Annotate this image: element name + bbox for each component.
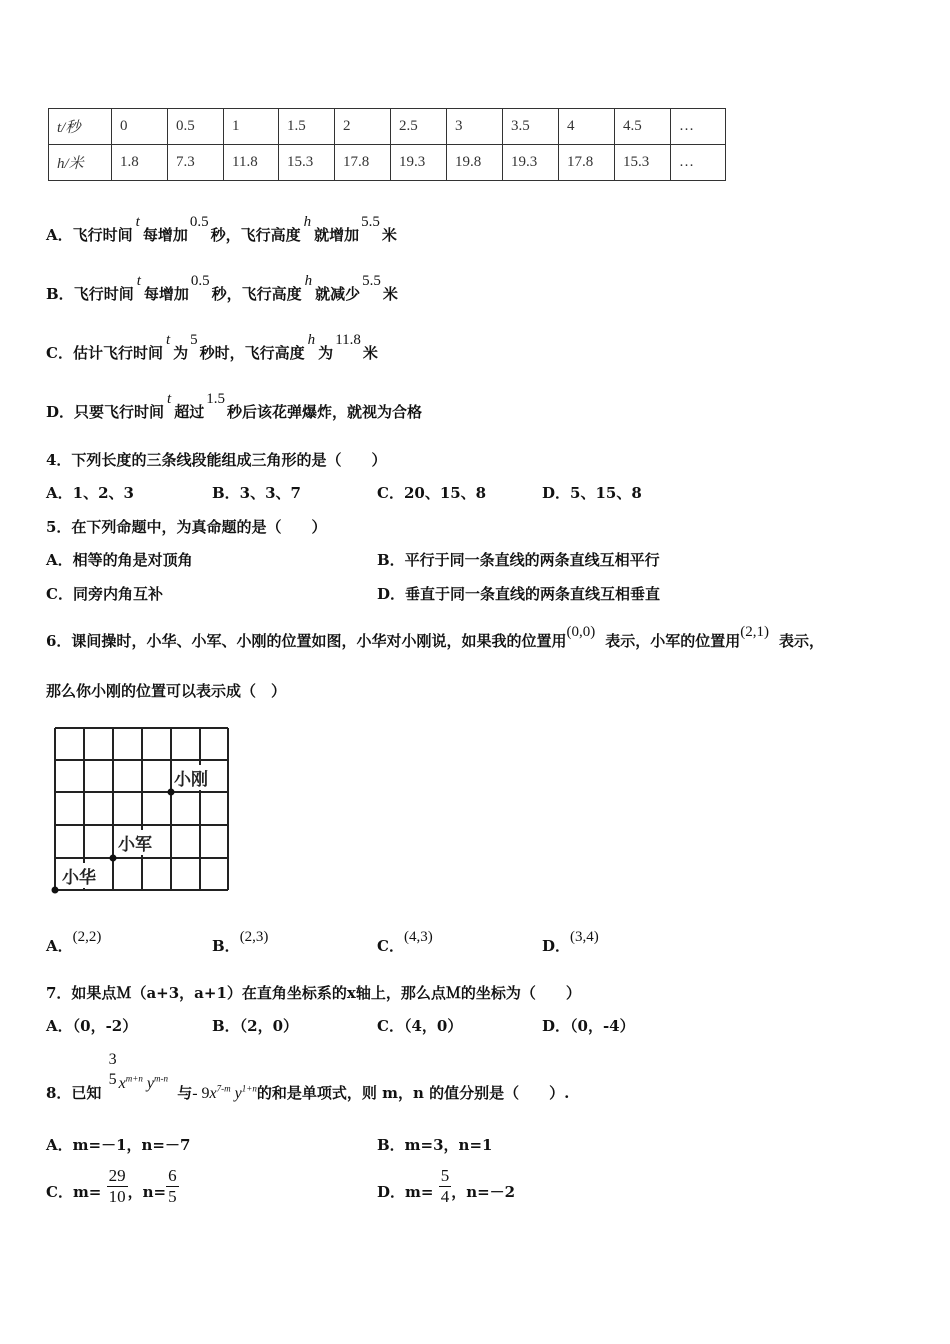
table-header-t: t/秒 [57, 120, 81, 136]
fraction-m: $\frac{29}{10}$ [108, 1166, 126, 1206]
point-xiaohua [52, 887, 59, 894]
q4-option-c: C．20、15、8 [377, 484, 487, 502]
q4-stem: 4．下列长度的三条线段能组成三角形的是（ ） [46, 451, 387, 469]
var-t: t [167, 391, 172, 407]
q6-option-b: B．(2,3) [212, 929, 269, 955]
q3-option-b: B．飞行时间t每增加0.5秒，飞行高度h就减少5.5米 [46, 273, 398, 303]
q7-stem: 7．如果点Ｍ（a+3，a+1）在直角坐标系的x轴上，那么点Ｍ的坐标为（ ） [46, 984, 581, 1002]
fraction-m: $\frac{5}{4}$ [440, 1166, 450, 1206]
q7-option-a: A．（0，-2） [46, 1017, 138, 1035]
table-cell: 11.8 [224, 145, 279, 181]
fraction-n: $\frac{6}{5}$ [168, 1166, 177, 1206]
q6-option-d: D．(3,4) [542, 929, 599, 955]
q7-option-b: B．（2，0） [212, 1017, 299, 1035]
table-cell: 3.5 [503, 109, 559, 145]
q8-option-c: C．m= $\frac{29}{10}$ ，n= $\frac{6}{5}$ [46, 1166, 177, 1206]
table-cell: 19.8 [447, 145, 503, 181]
table-cell: 19.3 [391, 145, 447, 181]
table-cell: 0 [112, 109, 168, 145]
q5-option-c: C．同旁内角互补 [46, 585, 163, 603]
table-header-h: h/米 [57, 156, 84, 172]
q8-option-b: B．m=3，n=1 [377, 1136, 493, 1154]
q5-option-b: B．平行于同一条直线的两条直线互相平行 [377, 551, 660, 569]
var-t: t [136, 273, 141, 289]
q3-option-d: D．只要飞行时间t超过1.5秒后该花弹爆炸，就视为合格 [46, 391, 422, 421]
table-cell: 7.3 [168, 145, 224, 181]
table-cell: 3 [447, 109, 503, 145]
table-cell: 4.5 [615, 109, 671, 145]
q8-stem: 8．已知 3 5 $x^{m+n}$ $y^{m-n}$ 与- $9x^{7-m}$ $y^{1+n}$的和是单项式，则 m，n 的值分别是（ ）. [46, 1051, 570, 1102]
coord-xiaojun: (2,1) [740, 624, 769, 640]
table-cell: 17.8 [335, 145, 391, 181]
table-cell: … [671, 145, 726, 181]
q5-option-d: D．垂直于同一条直线的两条直线互相垂直 [377, 585, 661, 603]
q4-option-a: A．1、2、3 [46, 484, 134, 502]
table-cell: 0.5 [168, 109, 224, 145]
table-cell: 19.3 [503, 145, 559, 181]
label-xiaogang: 小刚 [174, 765, 208, 790]
q3-option-a: A．飞行时间t每增加0.5秒，飞行高度h就增加5.5米 [46, 214, 397, 244]
q6-option-c: C．(4,3) [377, 929, 433, 955]
table-cell: 2.5 [391, 109, 447, 145]
q8-option-d: D．m= $\frac{5}{4}$ ，n=－2 [377, 1166, 516, 1206]
table-cell: … [671, 109, 726, 145]
q4-option-b: B．3、3、7 [212, 484, 301, 502]
q6-option-a: A．(2,2) [46, 929, 102, 955]
q5-option-a: A．相等的角是对顶角 [46, 551, 193, 569]
q7-option-d: D．（0，-4） [542, 1017, 635, 1035]
table-cell: 15.3 [615, 145, 671, 181]
q7-option-c: C．（4，0） [377, 1017, 463, 1035]
q6-stem: 6．课间操时，小华、小军、小刚的位置如图，小华对小刚说，如果我的位置用(0,0) 表示，小军的位置用(2,1) 表示， [46, 624, 824, 650]
q3-option-c: C．估计飞行时间t为5秒时，飞行高度h为11.8米 [46, 332, 378, 362]
table-cell: 1.5 [279, 109, 335, 145]
q4-option-d: D．5、15、8 [542, 484, 642, 502]
table-cell: 1 [224, 109, 279, 145]
point-xiaojun [110, 855, 117, 862]
q6-stem-line2: 那么你小刚的位置可以表示成（ ） [46, 682, 287, 700]
table-row [49, 109, 726, 145]
var-t: t [165, 332, 171, 348]
var-h: h [307, 332, 316, 348]
data-table [48, 108, 726, 181]
fraction-three-fifths: 3 5 [108, 1051, 117, 1088]
label-xiaojun: 小军 [118, 830, 152, 855]
q8-option-a: A．m=－1，n=－7 [46, 1136, 191, 1154]
table-cell: 15.3 [279, 145, 335, 181]
table-cell: 17.8 [559, 145, 615, 181]
q5-stem: 5．在下列命题中，为真命题的是（ ） [46, 518, 327, 536]
table-cell: 1.8 [112, 145, 168, 181]
var-h: h [303, 214, 312, 230]
table-cell: 4 [559, 109, 615, 145]
table-row [49, 145, 726, 181]
var-t: t [135, 214, 140, 230]
label-xiaohua: 小华 [62, 863, 96, 888]
table-cell: 2 [335, 109, 391, 145]
var-h: h [304, 273, 313, 289]
coord-origin: (0,0) [566, 624, 596, 640]
